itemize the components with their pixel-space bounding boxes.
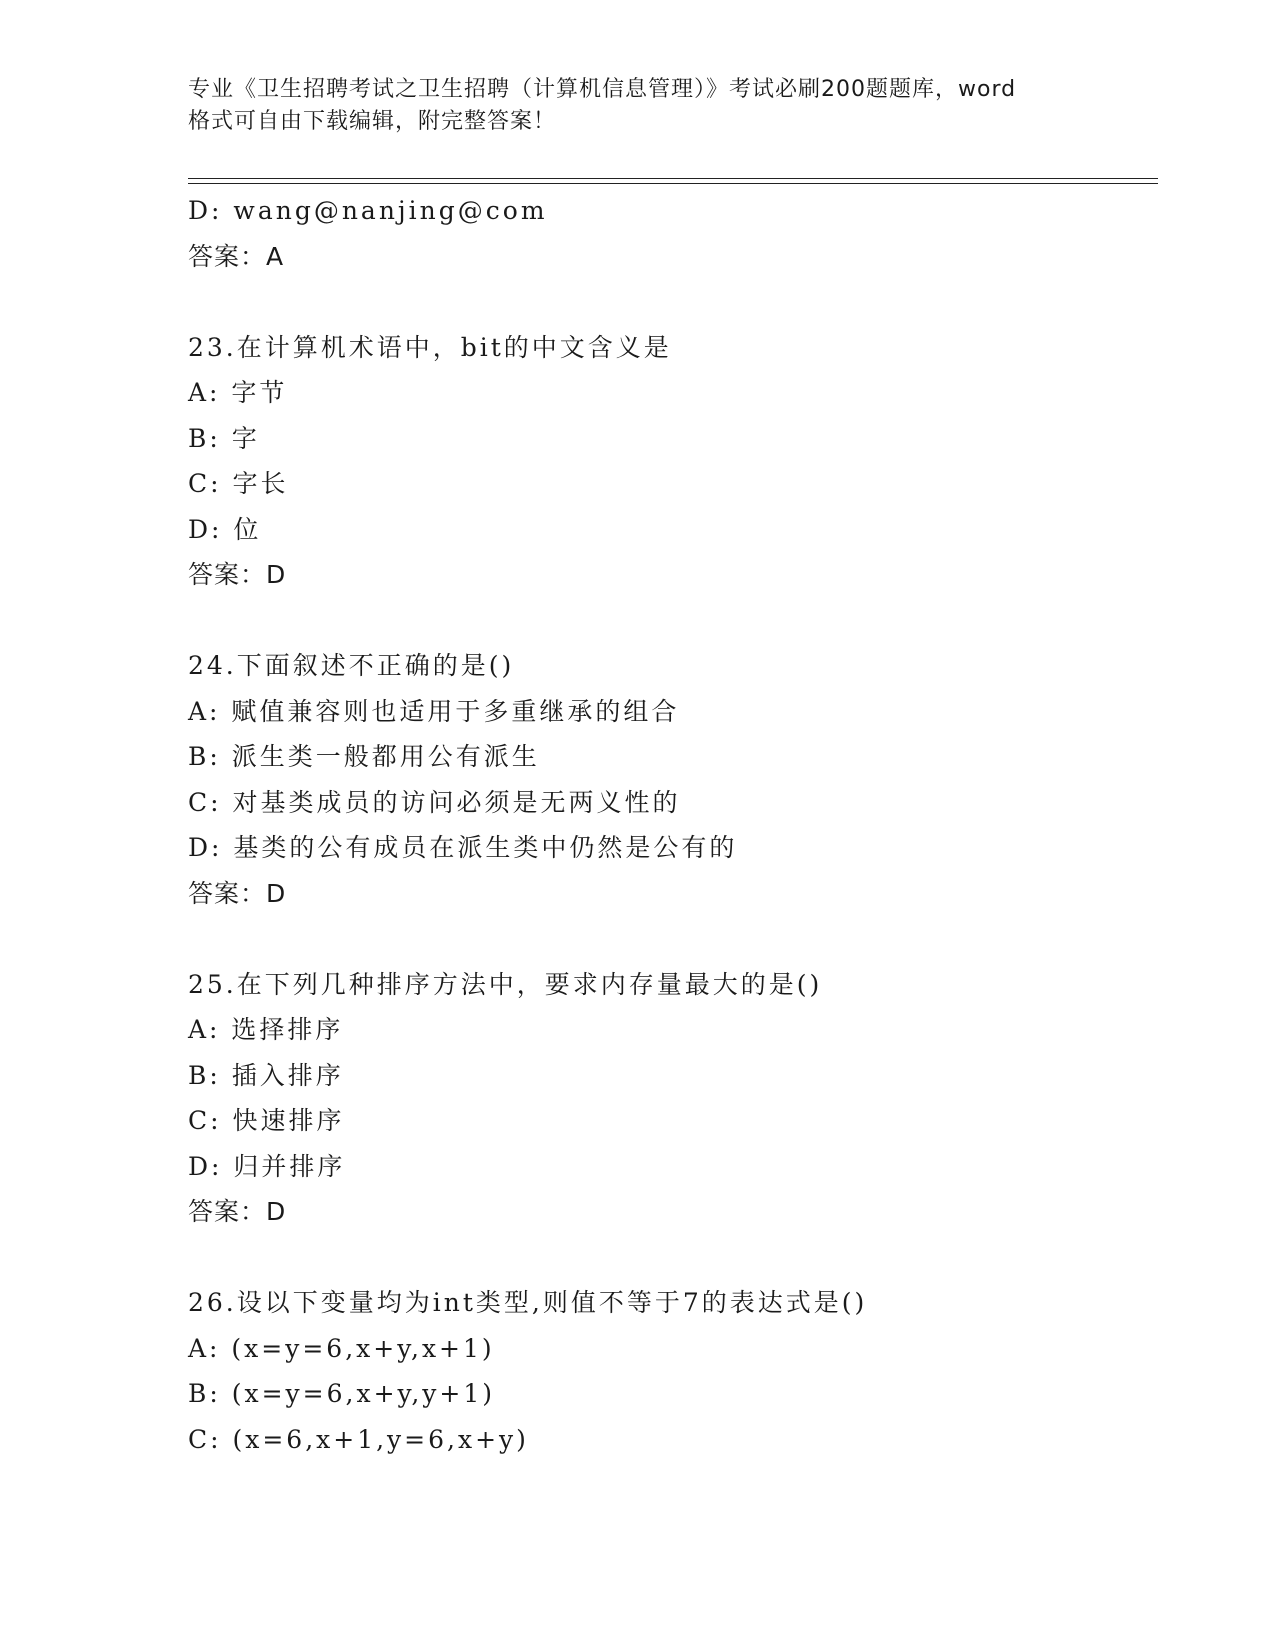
spacer (188, 598, 1158, 644)
answer-line: 答案：D (188, 1197, 287, 1226)
question-block-24 (188, 643, 1158, 916)
option-a: A: 选择排序 (188, 1015, 344, 1044)
answer-line: 答案：D (188, 878, 287, 908)
header-rule-top (188, 178, 1158, 179)
option-c: C: (x=6,x+1,y=6,x+y) (188, 1424, 529, 1454)
question-text: 23.在计算机术语中，bit的中文含义是 (188, 332, 672, 362)
question-block-22-tail (188, 188, 1158, 279)
header-rule-bottom (188, 183, 1158, 184)
document-body (188, 188, 1158, 1462)
option-a: A: 赋值兼容则也适用于多重继承的组合 (188, 696, 680, 726)
option-b: B: 插入排序 (188, 1060, 344, 1090)
option-c: C: 对基类成员的访问必须是无两义性的 (188, 787, 681, 817)
option-d: D: 位 (188, 514, 262, 544)
option-d: D: wang@nanjing@com (188, 196, 548, 225)
option-b: B: 字 (188, 423, 260, 453)
question-text: 26.设以下变量均为int类型,则值不等于7的表达式是() (188, 1288, 868, 1317)
option-d: D: 基类的公有成员在派生类中仍然是公有的 (188, 833, 738, 862)
option-a: A: 字节 (188, 378, 288, 407)
header-line-1: 专业《卫生招聘考试之卫生招聘（计算机信息管理）》考试必刷200题题库，word (188, 77, 1017, 102)
question-block-25 (188, 962, 1158, 1235)
question-text: 25.在下列几种排序方法中，要求内存量最大的是() (188, 969, 823, 999)
option-d: D: 归并排序 (188, 1151, 346, 1181)
document-header (188, 74, 1088, 138)
option-b: B: 派生类一般都用公有派生 (188, 742, 540, 771)
option-a: A: (x=y=6,x+y,x+1) (188, 1333, 495, 1363)
spacer (188, 916, 1158, 962)
option-c: C: 快速排序 (188, 1106, 345, 1135)
option-c: C: 字长 (188, 469, 289, 498)
answer-line: 答案：A (188, 241, 285, 271)
question-block-26 (188, 1280, 1158, 1462)
header-line-2: 格式可自由下载编辑，附完整答案！ (188, 109, 557, 134)
option-b: B: (x=y=6,x+y,y+1) (188, 1379, 495, 1408)
spacer (188, 279, 1158, 325)
question-block-23 (188, 325, 1158, 598)
spacer (188, 1235, 1158, 1281)
answer-line: 答案：D (188, 560, 287, 589)
question-text: 24.下面叙述不正确的是() (188, 651, 515, 680)
